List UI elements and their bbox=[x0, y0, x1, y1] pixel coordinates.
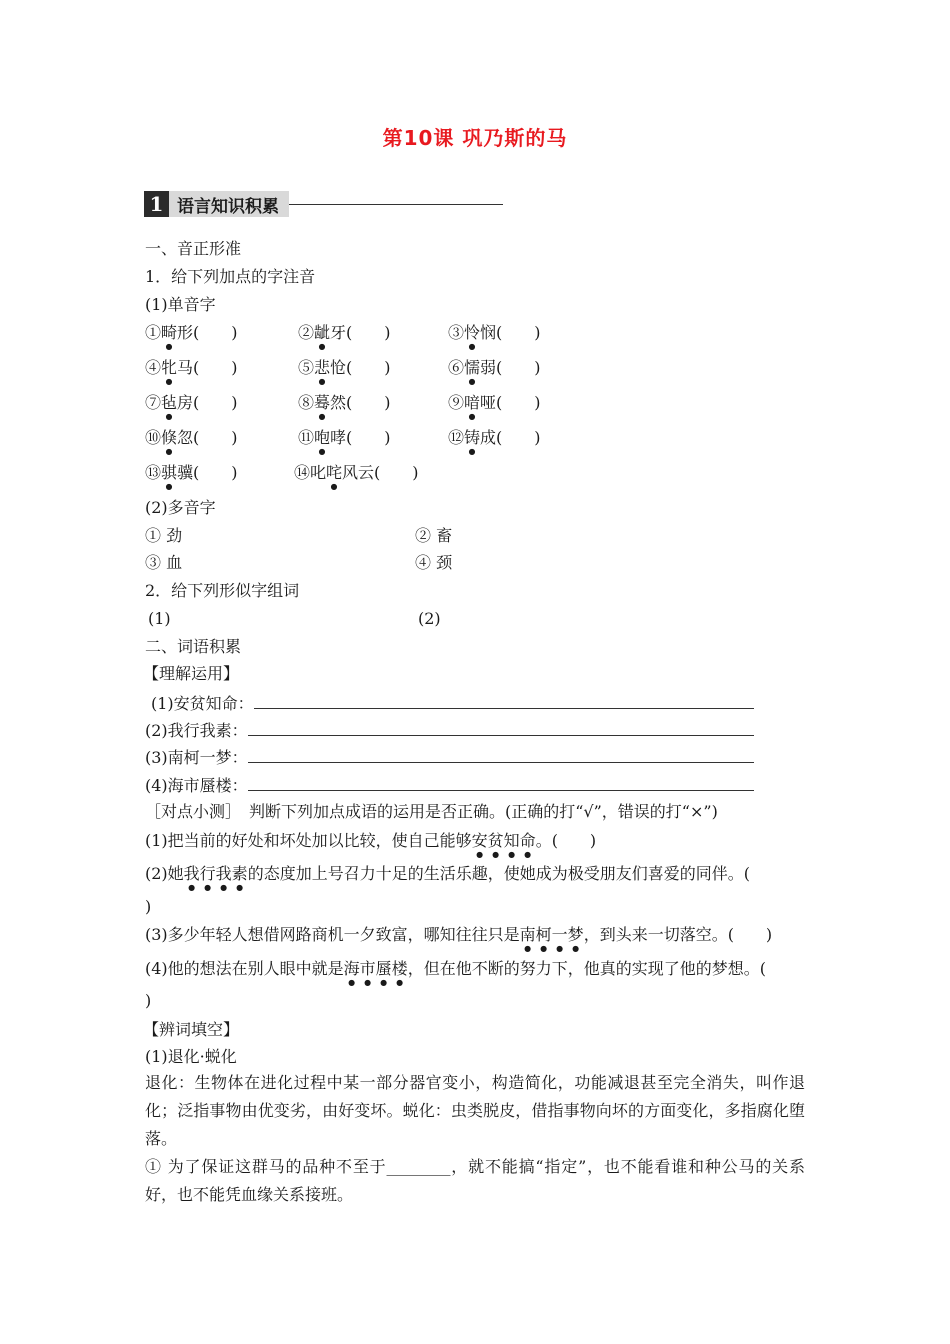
list-item: ⑥懦弱( ) bbox=[448, 358, 541, 377]
discern-pair: (1)退化·蜕化 bbox=[145, 1047, 237, 1066]
subquestion-1: (1)单音字 bbox=[145, 295, 216, 314]
section-header bbox=[144, 191, 503, 217]
discern-label: 【辨词填空】 bbox=[143, 1020, 240, 1039]
understand-label: 【理解运用】 bbox=[143, 664, 240, 683]
term-row: (4)海市蜃楼： bbox=[145, 774, 754, 797]
question-2: 2．给下列形似字组词 bbox=[145, 581, 300, 600]
list-item: ② 畜 bbox=[415, 526, 453, 545]
subquestion-2: (2)多音字 bbox=[145, 498, 216, 517]
list-item: ⑪咆哮( ) bbox=[298, 428, 391, 447]
list-item: (1) bbox=[148, 609, 171, 628]
part1-heading: 一、音正形准 bbox=[145, 239, 242, 258]
term-row: (1)安贫知命： bbox=[151, 692, 754, 715]
list-item: ⑦毡房( ) bbox=[145, 393, 238, 412]
section-number: 1 bbox=[144, 191, 169, 217]
list-item: ⑭叱咤风云( ) bbox=[294, 463, 419, 482]
fill-question: ① 为了保证这群马的品种不至于________，就不能搞“指定”，也不能看谁和种公马的关系好，也不能凭血缘关系接班。 bbox=[145, 1157, 805, 1204]
test-item: (4)他的想法在别人眼中就是海市蜃楼，但在他不断的努力下，他真的实现了他的梦想。( bbox=[145, 959, 766, 978]
list-item: ⑧蓦然( ) bbox=[298, 393, 391, 412]
list-item: ①畸形( ) bbox=[145, 323, 238, 342]
question-1: 1．给下列加点的字注音 bbox=[145, 267, 316, 286]
test-item-cont: ) bbox=[145, 991, 152, 1010]
list-item: ④牝马( ) bbox=[145, 358, 238, 377]
page-title: 第10课 巩乃斯的马 bbox=[382, 126, 568, 150]
test-item: (2)她我行我素的态度加上号召力十足的生活乐趣，使她成为极受朋友们喜爱的同伴。( bbox=[145, 864, 750, 883]
part2-heading: 二、词语积累 bbox=[145, 637, 242, 656]
term-row: (3)南柯一梦： bbox=[145, 746, 754, 769]
list-item: ⑨喑哑( ) bbox=[448, 393, 541, 412]
test-item: (1)把当前的好处和坏处加以比较，使自己能够安贫知命。( ) bbox=[145, 831, 597, 850]
term-row: (2)我行我素： bbox=[145, 719, 754, 742]
list-item: ③怜悯( ) bbox=[448, 323, 541, 342]
list-item: ②龇牙( ) bbox=[298, 323, 391, 342]
test-item: (3)多少年轻人想借网路商机一夕致富，哪知往往只是南柯一梦，到头来一切落空。( ) bbox=[145, 925, 773, 944]
list-item: ⑤悲怆( ) bbox=[298, 358, 391, 377]
test-item-cont: ) bbox=[145, 897, 152, 916]
list-item: ① 劲 bbox=[145, 526, 183, 545]
test-intro: ［对点小测］ 判断下列加点成语的运用是否正确。(正确的打“√”，错误的打“×”) bbox=[145, 802, 718, 821]
definition-text: 退化：生物体在进化过程中某一部分器官变小，构造简化，功能减退甚至完全消失，叫作退化；泛指事物由优变劣，由好变坏。蜕化：虫类脱皮，借指事物向坏的方面变化，多指腐化堕落。 bbox=[145, 1073, 805, 1148]
list-item: ④ 颈 bbox=[415, 553, 453, 572]
section-label: 语言知识积累 bbox=[169, 191, 289, 217]
list-item: ⑩倏忽( ) bbox=[145, 428, 238, 447]
list-item: ⑫铸成( ) bbox=[448, 428, 541, 447]
list-item: ⑬骐骥( ) bbox=[145, 463, 238, 482]
section-rule bbox=[289, 204, 503, 205]
list-item: ③ 血 bbox=[145, 553, 183, 572]
list-item: (2) bbox=[418, 609, 441, 628]
